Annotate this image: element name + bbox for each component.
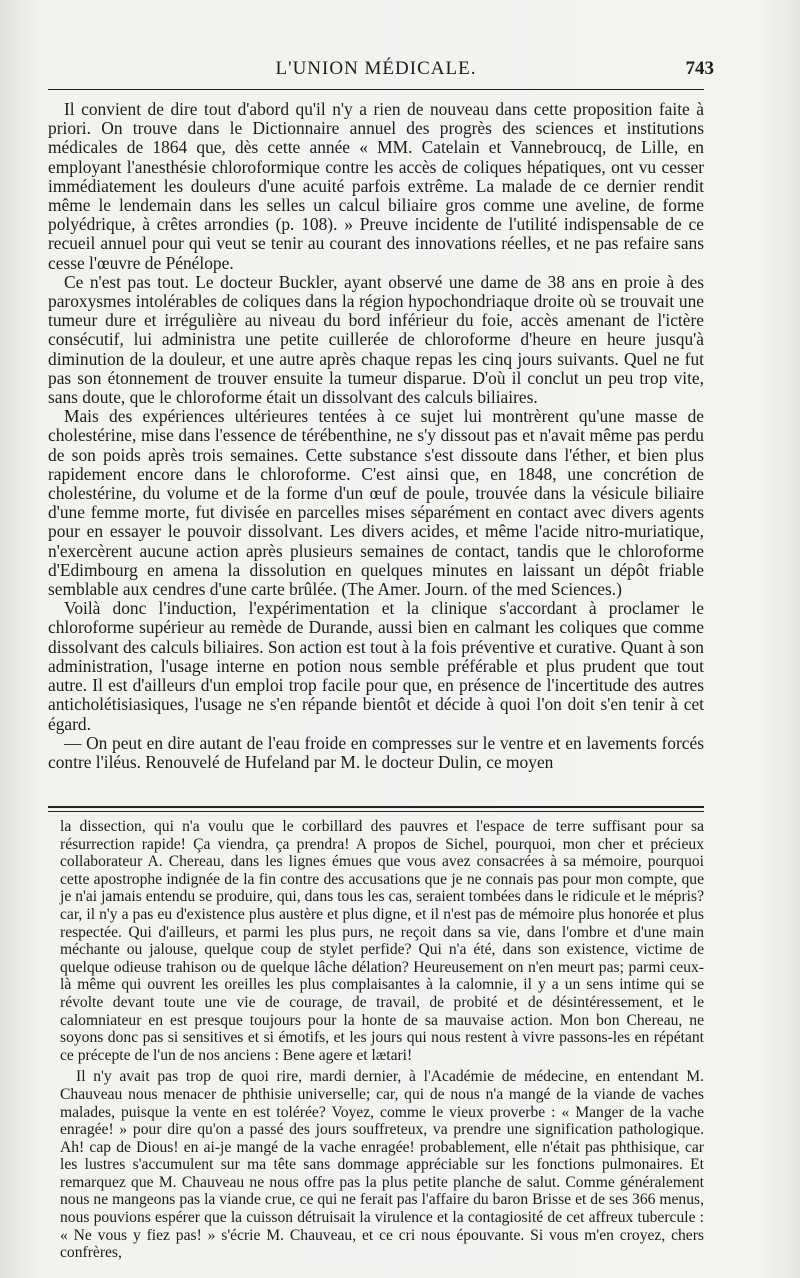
paragraph: Il convient de dire tout d'abord qu'il n'y a rien de nouveau dans cette proposition faite à priori. On trouve dans le Dictionnaire annuel des progrès des sciences et institutions médicales de 1864 que, dès cette année « MM. Catelain et Vannebroucq, de Lille, en employant l'anesthésie chloroformique contre les accès de coliques hépatiques, ont vu cesser immédiatement les douleurs d'une acuité parfois extrême. La malade de ce dernier rendit même le lendemain dans les selles un calcul biliaire gros comme une aveline, de forme polyédrique, à crêtes arrondies (p. 108). » Preuve incidente de l'utilité indispensable de ce recueil annuel pour qui veut se tenir au courant des innovations réelles, et ne pas refaire sans cesse l'œuvre de Pénélope. <box>48 99 704 273</box>
footnote-paragraph: Il n'y avait pas trop de quoi rire, mardi dernier, à l'Académie de médecine, en entendant M. Chauveau nous menacer de phthisie universelle; car, qui de nous n'a mangé de la viande de vaches malades, puisque la vente en est tolérée? Voyez, comme le vieux proverbe : « Manger de la vache enragée! » pour dire qu'on a passé des jours souffreteux, va prendre une signification pathologique. Ah! cap de Dious! en ai-je mangé de la vache enragée! probablement, elle n'était pas phthisique, car les lustres s'accumulent sur ma tête sans dommage appréciable sur les fonctions pulmonaires. Et remarquez que M. Chauveau ne nous offre pas la plus petite planche de salut. Comme généralement nous ne mangeons pas la viande crue, ce qui ne ferait pas l'affaire du baron Brisse et de ses 366 menus, nous pouvions espérer que la cuisson détruisait la virulence et la contagiosité de cet affreux tubercule : « Ne vous y fiez pas! » s'écrie M. Chauveau, et ce cri nous épouvante. Si vous m'en croyez, chers confrères, <box>60 1068 704 1262</box>
footnote-divider <box>48 806 704 812</box>
footnote-paragraph: la dissection, qui n'a voulu que le corbillard des pauvres et l'espace de terre suffisant pour sa résurrection rapide! Ça viendra, ça prendra! A propos de Sichel, pourquoi, mon cher et précieux collaborateur A. Chereau, dans les lignes émues que vous avez consacrées à sa mémoire, pourquoi cette apostrophe indignée de la fin contre des accusations que je ne connais pas pour mon compte, que je n'ai jamais entendu se produire, qui, dans tous les cas, seraient tombées dans le ridicule et le mépris? car, il n'y a pas eu d'existence plus austère et plus digne, et il n'est pas de mémoire plus honorée et plus respectée. Qui d'ailleurs, et parmi les plus purs, ne reçoit dans sa vie, dans l'ombre et d'une main méchante ou jalouse, quelque coup de stylet perfide? Qui n'a été, dans son existence, victime de quelque odieuse trahison ou de quelque lâche délation? Heureusement on n'en meurt pas; parmi ceux-là même qui ouvrent les oreilles les plus complaisantes à la calomnie, il y a un sens intime qui se révolte devant toute une vie de courage, de travail, de probité et de désintéressement, et le calomniateur en est presque toujours pour la honte de sa mauvaise action. Mon bon Chereau, ne soyons donc pas si sensitives et si émotifs, et les jours qui nous restent à vivre passons-les en répétant ce précepte de l'un de nos anciens : Bene agere et lætari! <box>60 818 704 1064</box>
running-title: L'UNION MÉDICALE. <box>275 58 477 79</box>
page-header <box>48 58 714 86</box>
paragraph: — On peut en dire autant de l'eau froide en compresses sur le ventre et en lavements forcés contre l'iléus. Renouvelé de Hufeland par M. le docteur Dulin, ce moyen <box>48 732 704 772</box>
page-number: 743 <box>685 58 714 79</box>
paragraph: Ce n'est pas tout. Le docteur Buckler, ayant observé une dame de 38 ans en proie à des paroxysmes intolérables de coliques dans la région hypochondriaque droite où se trouvait une tumeur dure et irrégulière au niveau du bord inférieur du foie, accès amenant de l'ictère consécutif, lui administra une petite cuillerée de chloroforme d'heure en heure jusqu'à diminution de la douleur, et une autre après chaque repas les cinq jours suivants. Quel ne fut pas son étonnement de trouver ensuite la tumeur disparue. D'où il conclut un peu trop vite, sans doute, que le chloroforme était un dissolvant des calculs biliaires. <box>48 271 704 408</box>
paragraph: Mais des expériences ultérieures tentées à ce sujet lui montrèrent qu'une masse de cholestérine, mise dans l'essence de térébenthine, ne s'y dissout pas et n'avait même pas perdu de son poids après trois semaines. Cette substance s'est dissoute dans l'éther, et bien plus rapidement encore dans le chloroforme. C'est ainsi que, en 1848, une concrétion de cholestérine, du volume et de la forme d'un œuf de poule, trouvée dans la vésicule biliaire d'une femme morte, fut divisée en parcelles mises séparément en contact avec divers agents pour en essayer le pouvoir dissolvant. Les divers acides, et même l'acide nitro-muriatique, n'exercèrent aucune action après plusieurs semaines de contact, tandis que le chloroforme d'Edimbourg en amena la dissolution en quelques minutes en laissant un dépôt friable semblable aux cendres d'une carte brûlée. (The Amer. Journ. of the med Sciences.) <box>48 406 704 600</box>
main-text <box>48 100 704 772</box>
header-rule <box>48 89 704 90</box>
paragraph: Voilà donc l'induction, l'expérimentation et la clinique s'accordant à proclamer le chloroforme supérieur au remède de Durande, aussi bien en calmant les coliques que comme dissolvant des calculs biliaires. Son action est tout à la fois préventive et curative. Quant à son administration, l'usage interne en potion nous semble préférable et plus prudent que tout autre. Il est d'ailleurs d'un emploi trop facile pour que, en présence de l'incertitude des autres anticholétisiasiques, l'usage ne s'en répande bientôt et décide à quoi l'on doit s'en tenir à cet égard. <box>48 598 704 734</box>
feuilleton-text <box>60 818 704 1262</box>
